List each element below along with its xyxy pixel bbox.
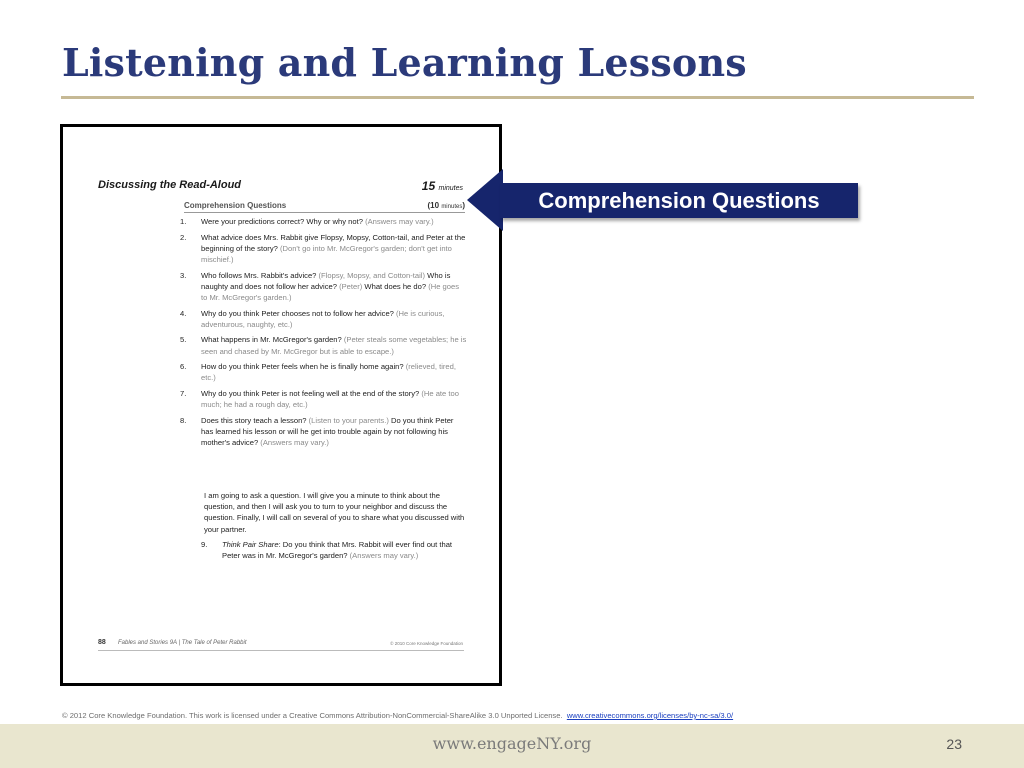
slide-title: Listening and Learning Lessons <box>62 40 747 85</box>
section-title: Discussing the Read-Aloud <box>98 179 242 191</box>
document-footer-rule <box>98 650 464 651</box>
license-text: © 2012 Core Knowledge Foundation. This work is licensed under a Creative Commons Attribution-NonCommercial-ShareAlike 3.0 Unported License. www.creativecommons.org/licenses/by-nc-sa/3.0/ <box>62 711 734 720</box>
site-url[interactable]: www.engageNY.org <box>432 734 592 753</box>
question-item: 1. Were your predictions correct? Why or why not? (Answers may vary.) <box>180 217 434 226</box>
question-list <box>180 216 467 453</box>
subsection-rule <box>184 212 465 213</box>
document-page-number: 88 <box>98 639 106 646</box>
question-item: 2. What advice does Mrs. Rabbit give Flopsy, Mopsy, Cotton-tail, and Peter at the beginning of the story? (Don't go into Mr. McGregor's garden; don't get into mischief.) <box>180 232 466 264</box>
subsection-title: Comprehension Questions <box>184 201 287 210</box>
question-item: 9. Think Pair Share: Do you think that Mrs. Rabbit will ever find out that Peter was in Mr. McGregor's garden? (Answers may vary.) <box>201 540 453 561</box>
question-item: 5. What happens in Mr. McGregor's garden? (Peter steals some vegetables; he is seen and chased by Mr. McGregor but is able to escape.) <box>180 335 467 356</box>
question-item: 8. Does this story teach a lesson? (Listen to your parents.) Do you think Peter has learned his lesson or will he get into trouble again by not following his mother's advice? (Answers may vary.) <box>180 415 454 448</box>
footer-bar <box>0 724 1024 768</box>
document-book-title: Fables and Stories 9A | The Tale of Peter Rabbit <box>118 640 247 646</box>
section-minutes: 15 minutes <box>421 179 463 193</box>
question-item: 6. How do you think Peter feels when he is finally home again? (relieved, tired, etc.) <box>180 362 456 383</box>
question-item: 4. Why do you think Peter chooses not to follow her advice? (He is curious, adventurous, naughty, etc.) <box>180 308 445 329</box>
slide-page-number: 23 <box>946 736 962 752</box>
question-item: 3. Who follows Mrs. Rabbit's advice? (Flopsy, Mopsy, and Cotton-tail) Who is naughty and does not follow her advice? (Peter) What does he do? (He goes to Mr. McGregor's garden.) <box>180 270 460 302</box>
title-divider <box>61 96 974 99</box>
license-link[interactable]: www.creativecommons.org/licenses/by-nc-sa/3.0/ <box>566 711 734 720</box>
question-item: 7. Why do you think Peter is not feeling well at the end of the story? (He ate too much; he had a rough day, etc.) <box>180 388 459 410</box>
subsection-minutes: (10 minutes) <box>427 201 465 210</box>
instruction-paragraph: I am going to ask a question. I will give you a minute to think about the question, and then I will ask you to turn to your neighbor and discuss the question. Finally, I will call on several of you to share what you discussed with your partner. <box>204 491 465 534</box>
document-copyright: © 2010 Core Knowledge Foundation <box>390 641 463 646</box>
callout-label: Comprehension Questions <box>500 183 858 218</box>
document-page <box>60 124 502 686</box>
